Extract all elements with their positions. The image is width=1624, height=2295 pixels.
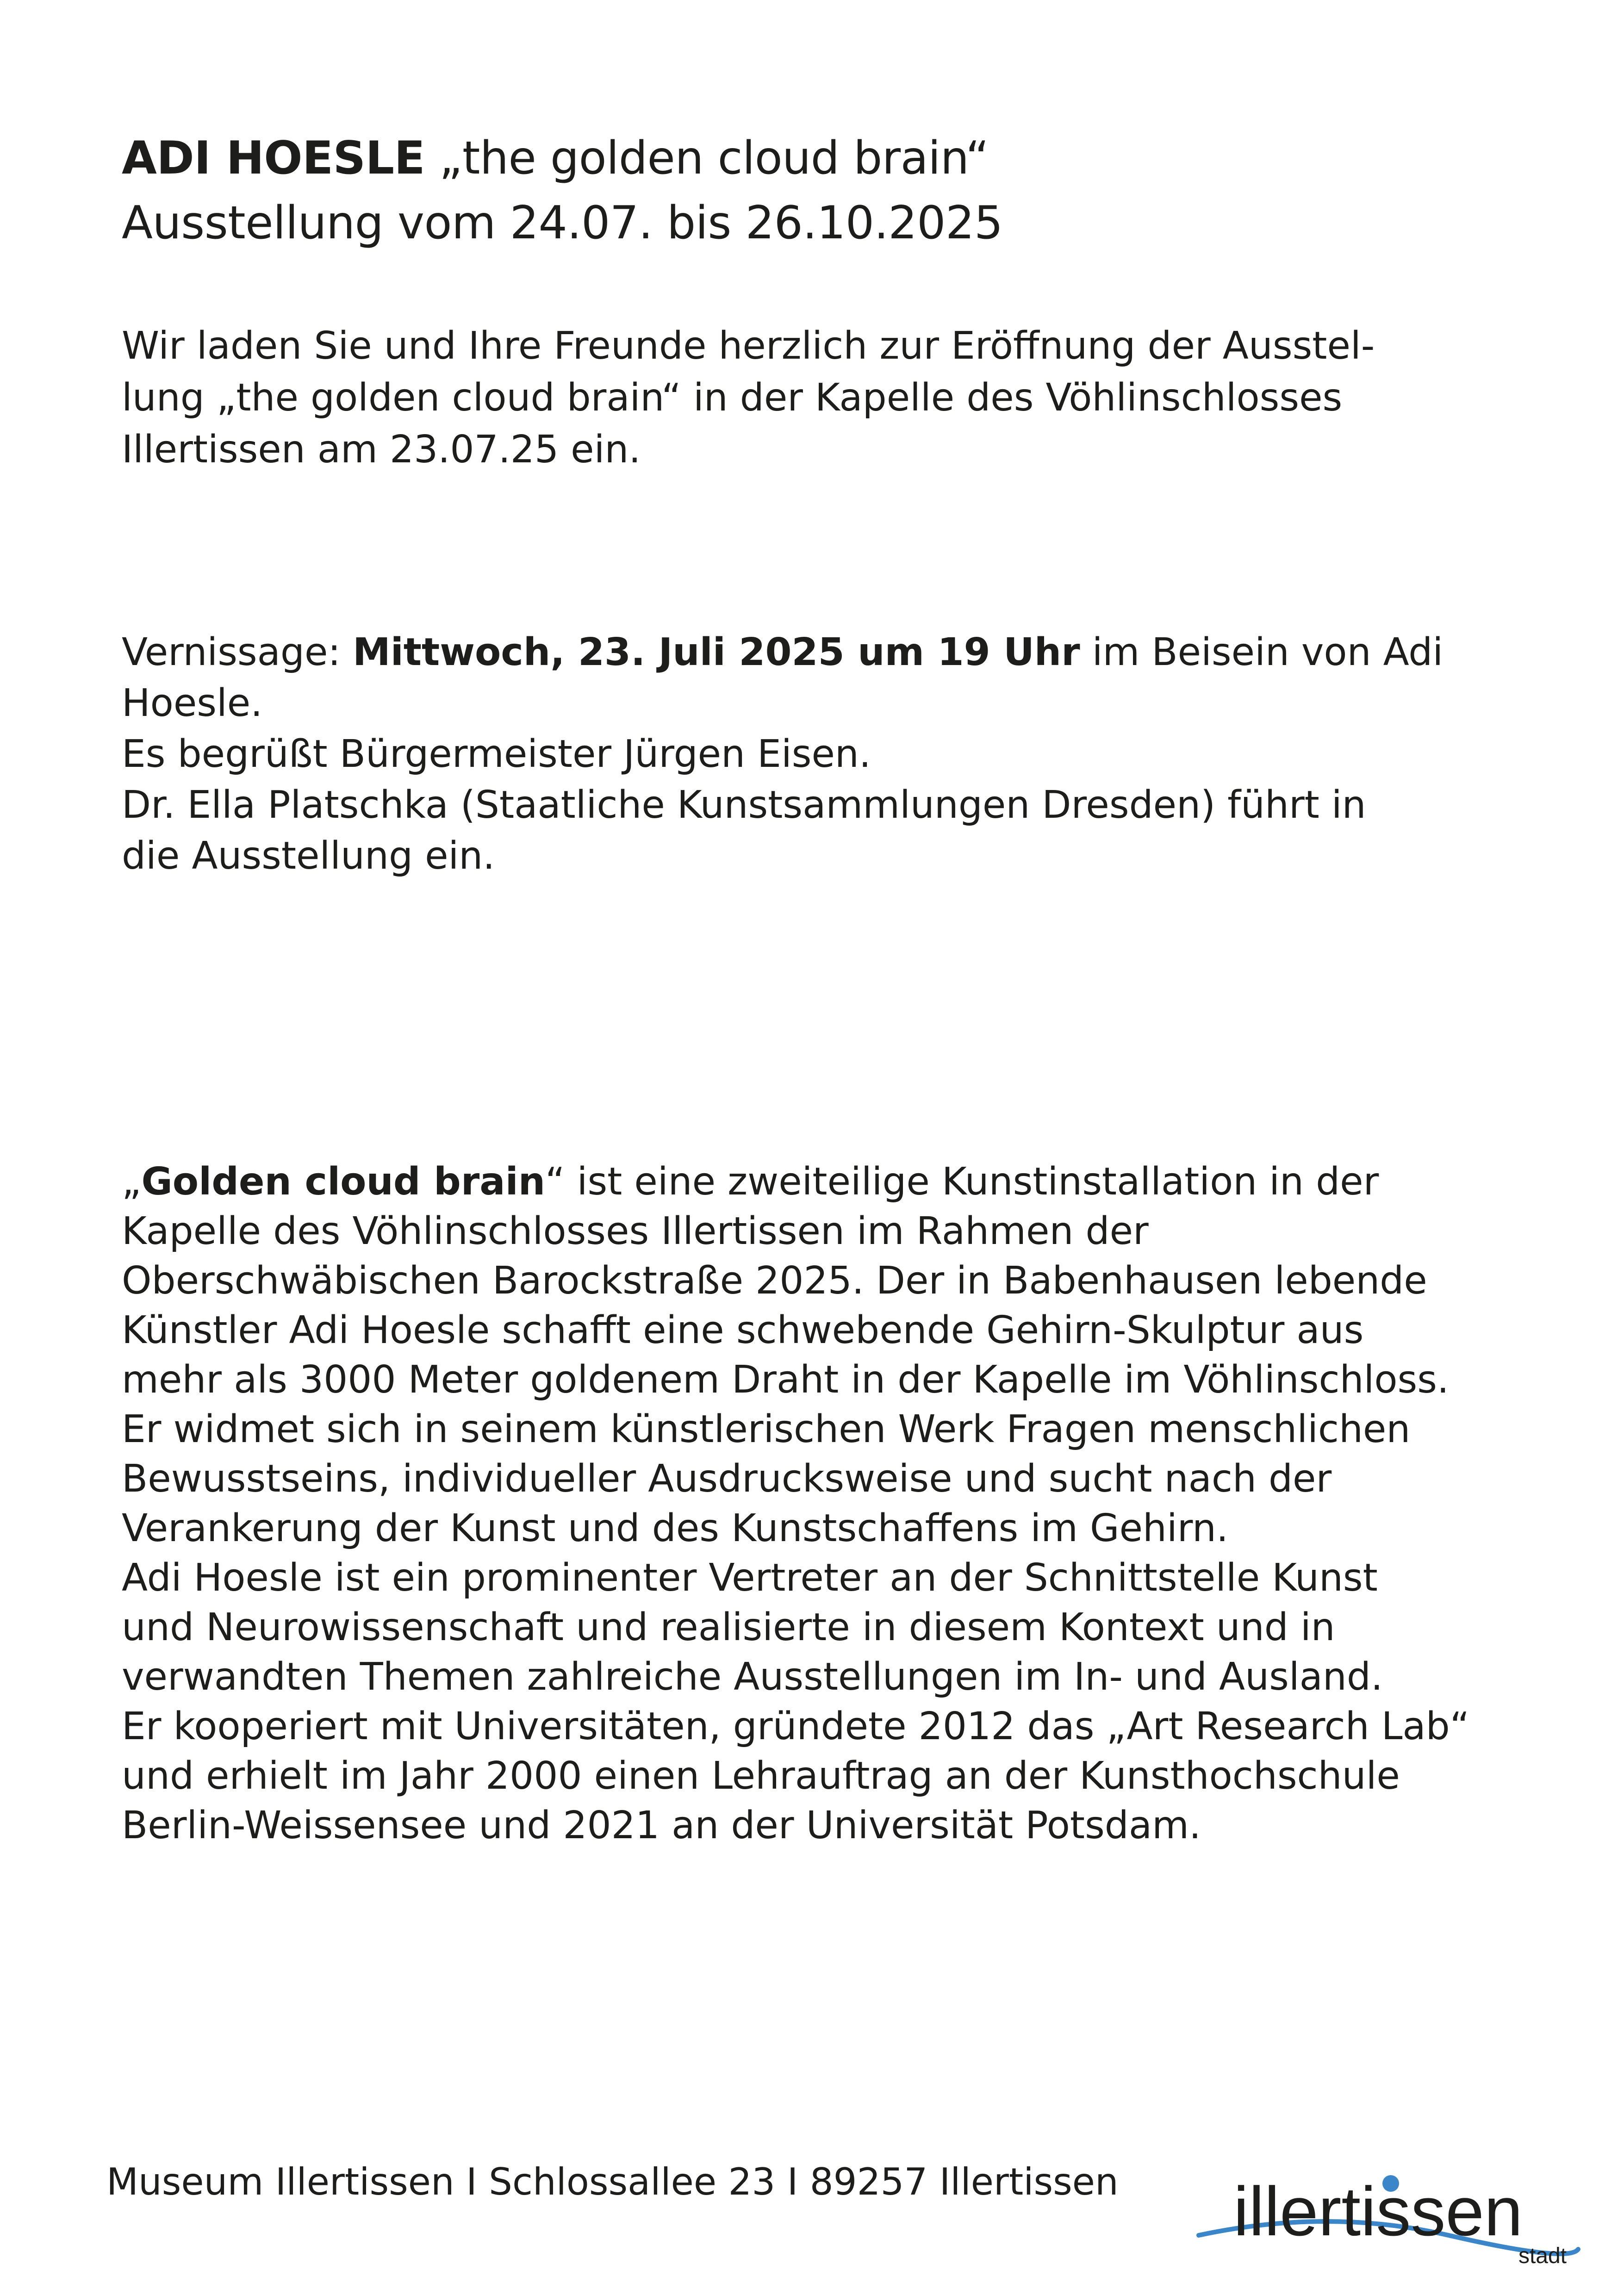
artist-name: ADI HOESLE (122, 132, 425, 185)
vernissage-line: Dr. Ella Platschka (Staatliche Kunstsammlungen Dresden) führt in (122, 783, 1366, 827)
invitation-text (122, 320, 1418, 476)
description-line: Er kooperiert mit Universitäten, gründete 2012 das „Art Research Lab“ (122, 1704, 1470, 1748)
illertissen-logo (1189, 2157, 1587, 2277)
vernissage-line: Hoesle. (122, 681, 263, 725)
vernissage-suffix: im Beisein von Adi (1080, 630, 1444, 674)
description-line: Er widmet sich in seinem künstlerischen Werk Fragen menschlichen (122, 1407, 1411, 1451)
description-line: mehr als 3000 Meter goldenem Draht in der Kapelle im Vöhlinschloss. (122, 1358, 1449, 1402)
vernissage-info (122, 627, 1444, 882)
intro-line: lung „the golden cloud brain“ in der Kapelle des Vöhlinschlosses (122, 376, 1343, 420)
description-line: verwandten Themen zahlreiche Ausstellungen im In- und Ausland. (122, 1655, 1383, 1699)
exhibition-dates: Ausstellung vom 24.07. bis 26.10.2025 (122, 197, 1003, 249)
description-line: und Neurowissenschaft und realisierte in diesem Kontext und in (122, 1605, 1335, 1649)
description-line: Oberschwäbischen Barockstraße 2025. Der in Babenhausen lebende (122, 1259, 1427, 1303)
description-line: Berlin-Weissensee und 2021 an der Universität Potsdam. (122, 1804, 1201, 1847)
description-title: Golden cloud brain (141, 1160, 546, 1204)
description-line: Kapelle des Vöhlinschlosses Illertissen im Rahmen der (122, 1209, 1149, 1253)
description-first-line: “ ist eine zweiteilige Kunstinstallation in der (545, 1160, 1379, 1204)
vernissage-line: Es begrüßt Bürgermeister Jürgen Eisen. (122, 732, 871, 776)
vernissage-line (122, 627, 1444, 678)
vernissage-line: die Ausstellung ein. (122, 834, 495, 878)
description-line: Künstler Adi Hoesle schafft eine schwebende Gehirn-Skulptur aus (122, 1308, 1364, 1352)
exhibition-description (122, 1157, 1470, 1850)
intro-line: Wir laden Sie und Ihre Freunde herzlich zur Eröffnung der Ausstel- (122, 324, 1375, 368)
description-line: Verankerung der Kunst und des Kunstschaffens im Gehirn. (122, 1506, 1229, 1550)
header (122, 126, 1418, 255)
description-line (122, 1157, 1418, 1207)
title-line (122, 126, 1418, 191)
vernissage-label: Vernissage: (122, 630, 353, 674)
description-open-quote: „ (122, 1160, 142, 1204)
description-line: und erhielt im Jahr 2000 einen Lehrauftrag an der Kunsthochschule (122, 1754, 1400, 1798)
exhibition-title: „the golden cloud brain“ (439, 132, 989, 185)
footer-address: Museum Illertissen I Schlossallee 23 I 89257 Illertissen (106, 2160, 1119, 2203)
logo-wordmark: illertissen (1233, 2172, 1523, 2250)
vernissage-date: Mittwoch, 23. Juli 2025 um 19 Uhr (353, 630, 1080, 674)
intro-line: Illertissen am 23.07.25 ein. (122, 428, 641, 472)
description-line: Adi Hoesle ist ein prominenter Vertreter an der Schnittstelle Kunst (122, 1556, 1378, 1600)
description-line: Bewusstseins, individueller Ausdrucksweise und sucht nach der (122, 1457, 1332, 1501)
logo-sub: stadt (1518, 2244, 1567, 2268)
